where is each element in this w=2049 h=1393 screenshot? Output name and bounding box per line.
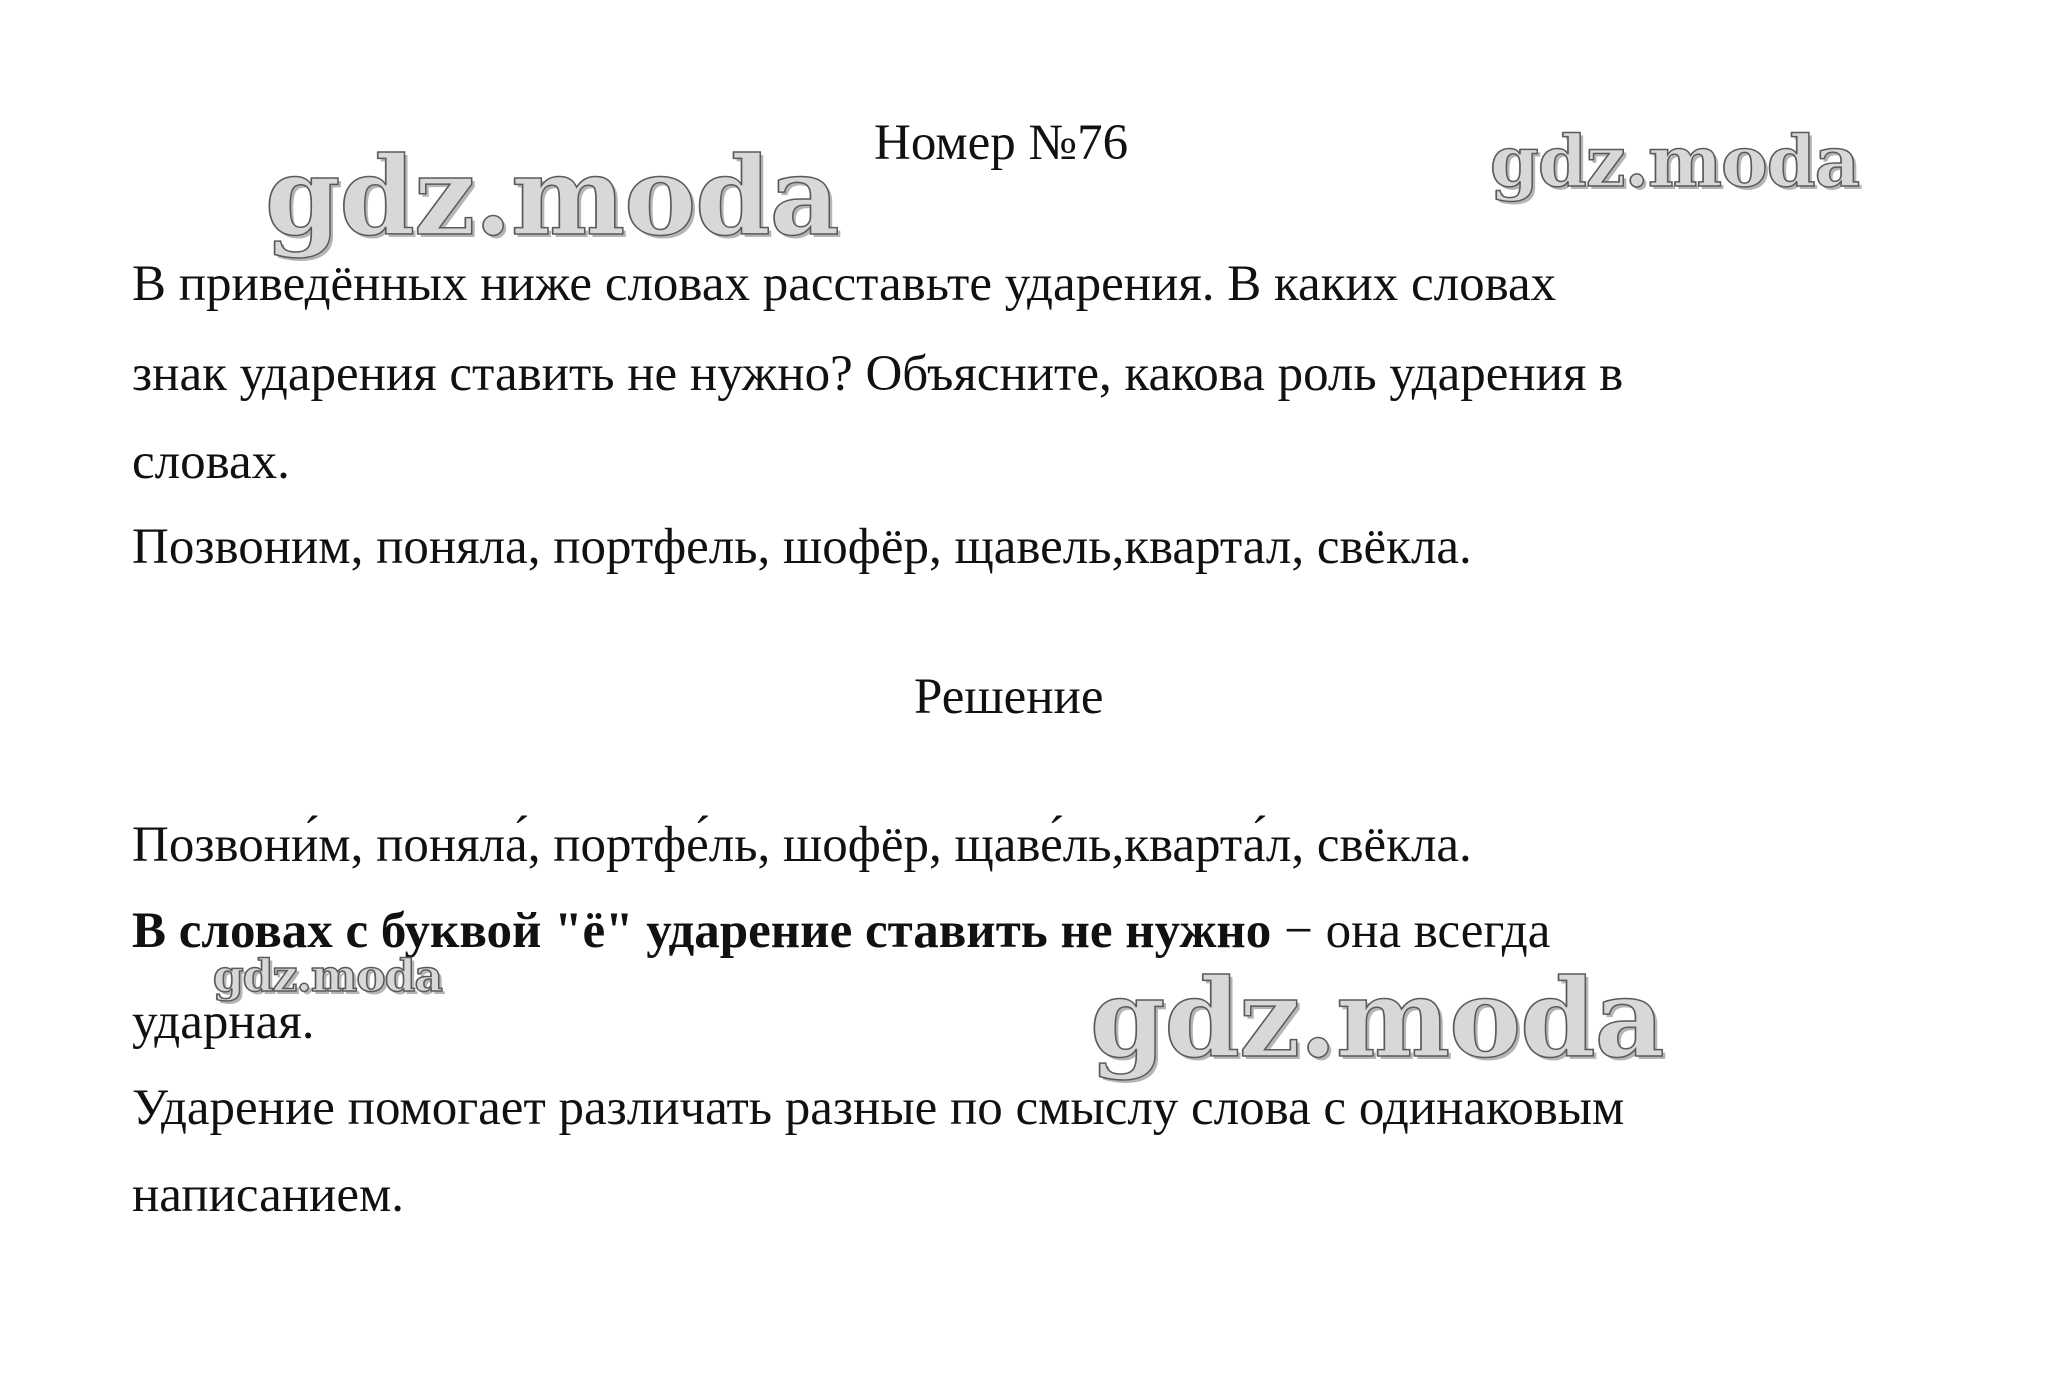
task-words-line: Позвоним, поняла, портфель, шофёр, щавель,квартал, свёкла.: [132, 519, 1472, 575]
explanation-line-1: Ударение помогает различать разные по смыслу слова с одинаковым: [132, 1080, 1625, 1136]
task-line-1: В приведённых ниже словах расставьте ударения. В каких словах: [132, 256, 1557, 312]
rule-line: [132, 903, 1551, 959]
page-title: Номер №76: [874, 115, 1129, 171]
rule-line-2: ударная.: [132, 994, 315, 1050]
rule-rest-text: − она всегда: [1271, 903, 1551, 959]
watermark-logo-top-right: gdz.moda: [1490, 120, 1860, 203]
task-line-3: словах.: [132, 434, 290, 490]
watermark-logo-small-left: gdz.moda: [213, 951, 443, 1002]
rule-bold-text: В словах с буквой "ё" ударение ставить не нужно: [132, 903, 1272, 959]
explanation-line-2: написанием.: [132, 1167, 404, 1223]
watermark-logo-top-left: gdz.moda: [265, 134, 839, 260]
task-line-2: знак ударения ставить не нужно? Объясните, какова роль ударения в: [132, 346, 1624, 402]
watermark-logo-bottom-center: gdz.moda: [1090, 956, 1664, 1082]
solution-heading: Решение: [914, 669, 1104, 725]
solution-words-line: Позвони́м, поняла́, портфе́ль, шофёр, щаве́ль,кварта́л, свёкла.: [132, 817, 1472, 873]
